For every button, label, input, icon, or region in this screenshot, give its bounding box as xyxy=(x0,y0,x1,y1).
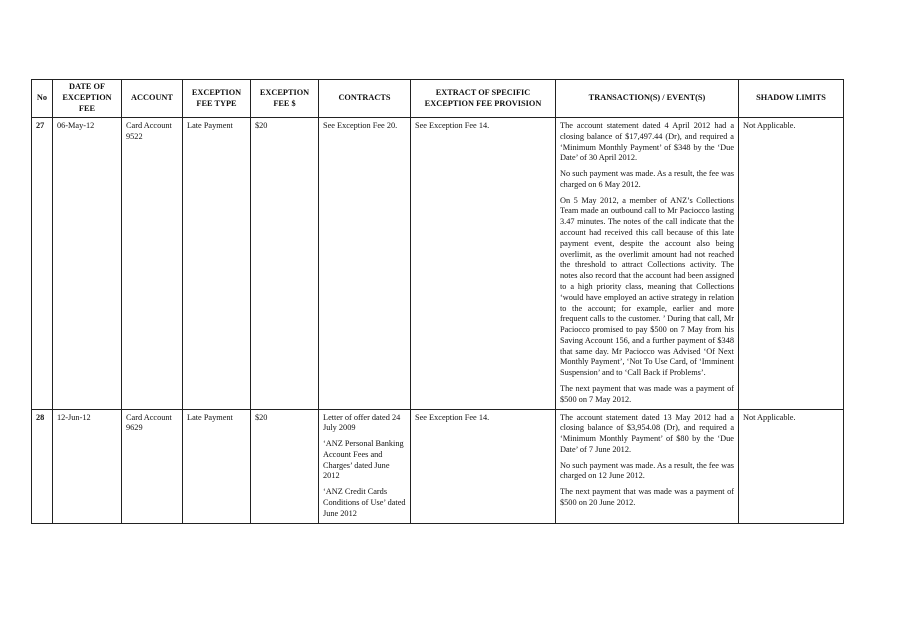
row-fee-type: Late Payment xyxy=(183,409,251,523)
row-shadow-limits: Not Applicable. xyxy=(739,118,844,410)
row-account: Card Account 9522 xyxy=(122,118,183,410)
transaction-paragraph: The account statement dated 4 April 2012 had a closing balance of $17,497.44 (Dr), and required a ‘Minimum Monthly Payment’ of $348 by the ‘Due Date’ of 30 April 2012. xyxy=(560,121,734,163)
row-extract: See Exception Fee 14. xyxy=(411,409,556,523)
table-header xyxy=(32,80,844,118)
row-transactions xyxy=(556,118,739,410)
transaction-paragraph: On 5 May 2012, a member of ANZ’s Collections Team made an outbound call to Mr Paciocco lasting 3.47 minutes. The notes of the call indicate that the account had received this call because of this late payment event, despite the account also being overlimit, as the overlimit amount had not reached the threshold to attract Collections activity. The notes also record that the account had been assigned to a high priority class, meaning that Collections ‘would have employed an active strategy in relation to the account; for example, earlier and more frequent calls to the customer. ’ During that call, Mr Paciocco promised to pay $500 on 7 May from his Saving Account 156, and a further payment of $348 that same day. Mr Paciocco was Advised ‘Of Next Monthly Payment’, ‘Not To Use Card, of ‘Imminent Suspension’ and to ‘Call Back if Problems’. xyxy=(560,195,734,378)
contract-item: See Exception Fee 20. xyxy=(323,121,398,130)
header-contracts: CONTRACTS xyxy=(319,80,411,118)
header-extract: EXTRACT OF SPECIFIC EXCEPTION FEE PROVISION xyxy=(411,80,556,118)
transaction-paragraph: No such payment was made. As a result, the fee was charged on 12 June 2012. xyxy=(560,460,734,481)
row-number: 27 xyxy=(32,118,53,410)
contract-item: ‘ANZ Personal Banking Account Fees and Charges’ dated June 2012 xyxy=(323,439,404,481)
row-extract: See Exception Fee 14. xyxy=(411,118,556,410)
exception-fee-table xyxy=(31,79,844,524)
row-date: 12-Jun-12 xyxy=(53,409,122,523)
header-shadow-limits: SHADOW LIMITS xyxy=(739,80,844,118)
transaction-paragraph: The next payment that was made was a payment of $500 on 7 May 2012. xyxy=(560,383,734,404)
row-date: 06-May-12 xyxy=(53,118,122,410)
row-contracts xyxy=(319,409,411,523)
header-fee: EXCEPTION FEE $ xyxy=(251,80,319,118)
header-date: DATE OF EXCEPTION FEE xyxy=(53,80,122,118)
row-fee: $20 xyxy=(251,409,319,523)
row-shadow-limits: Not Applicable. xyxy=(739,409,844,523)
header-fee-type: EXCEPTION FEE TYPE xyxy=(183,80,251,118)
header-account: ACCOUNT xyxy=(122,80,183,118)
table-row xyxy=(32,118,844,410)
row-transactions xyxy=(556,409,739,523)
table-row xyxy=(32,409,844,523)
transaction-paragraph: The next payment that was made was a payment of $500 on 20 June 2012. xyxy=(560,487,734,507)
transaction-paragraph: No such payment was made. As a result, the fee was charged on 6 May 2012. xyxy=(560,169,734,189)
row-number: 28 xyxy=(32,409,53,523)
row-fee-type: Late Payment xyxy=(183,118,251,410)
row-account: Card Account 9629 xyxy=(122,409,183,523)
contract-item: Letter of offer dated 24 July 2009 xyxy=(323,412,401,433)
contract-item: ‘ANZ Credit Cards Conditions of Use’ dated June 2012 xyxy=(323,487,406,518)
row-fee: $20 xyxy=(251,118,319,410)
transaction-paragraph: The account statement dated 13 May 2012 had a closing balance of $3,954.08 (Dr), and required a ‘Minimum Monthly Payment’ of $80 by the ‘Due Date’ of 7 June 2012. xyxy=(560,412,734,454)
row-contracts xyxy=(319,118,411,410)
header-transactions: TRANSACTION(S) / EVENT(S) xyxy=(556,80,739,118)
header-no: No xyxy=(32,80,53,118)
